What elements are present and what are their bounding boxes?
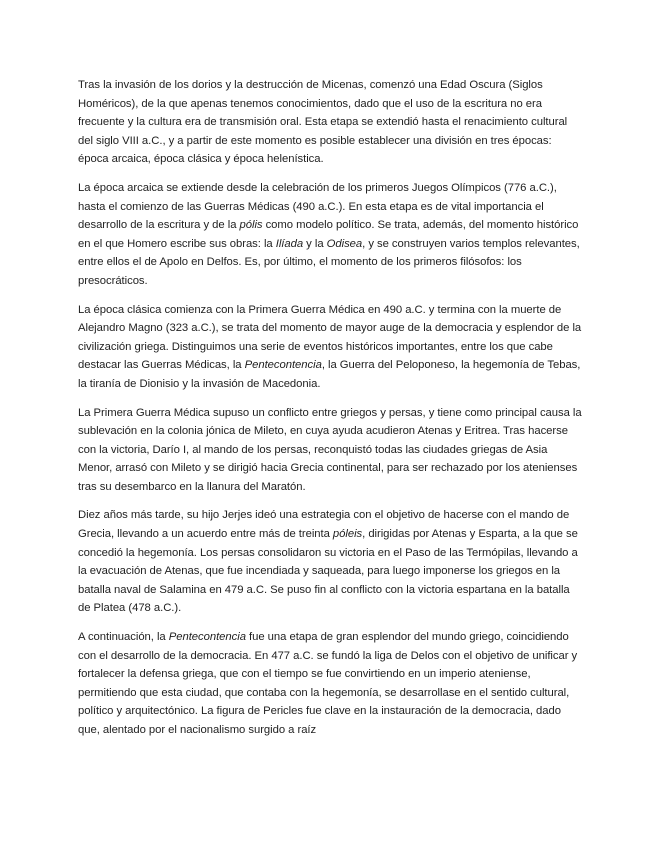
text-run: Tras la invasión de los dorios y la destrucción de Micenas, comenzó una Edad Oscura (Siglos Homéricos), de la que apenas tenemos conocimientos, dado que el uso de la escritura no era frecuente y la cultura era de transmisión oral. Esta etapa se extendió hasta el renacimiento cultural del siglo VIII a.C., y a partir de este momento es posible establecer una división en tres épocas: época arcaica, época clásica y época helenística. xyxy=(78,79,568,166)
paragraph-primera-guerra-medica xyxy=(78,404,583,497)
paragraph-edad-oscura xyxy=(78,76,583,169)
paragraph-epoca-clasica xyxy=(78,301,583,394)
text-run: Diez años más tarde, su hijo Jerjes ideó una estrategia con el objetivo de hacerse con el mando de Grecia, llevando a un acuerdo entre más de treinta xyxy=(78,509,570,541)
text-run: y la xyxy=(303,237,327,250)
text-run: A continuación, la xyxy=(78,631,169,644)
italic-term: Pentecontencia xyxy=(168,631,246,644)
italic-term: Ilíada xyxy=(275,237,304,250)
paragraph-segunda-guerra-medica xyxy=(78,506,583,618)
document-page xyxy=(78,76,583,750)
text-run: , y se construyen varios templos relevantes, entre ellos el de Apolo en Delfos. Es, por último, el momento de los primeros filósofos: los presocráticos. xyxy=(78,237,580,287)
italic-term: pólis xyxy=(239,219,263,232)
text-run: fue una etapa de gran esplendor del mundo griego, coincidiendo con el desarrollo de la democracia. En 477 a.C. se fundó la liga de Delos con el objetivo de unificar y fortalecer la defensa griega, que con el tiempo se fue convirtiendo en un imperio ateniense, permitiendo que esta ciudad, que contaba con la hegemonía, se desarrollase en el sentido cultural, político y arquitectónico. La figura de Pericles fue clave en la instauración de la democracia, dado que, alentado por el nacionalismo surgido a raíz xyxy=(78,631,578,736)
italic-term: Odisea xyxy=(326,237,363,250)
text-run: , dirigidas por Atenas y Esparta, a la que se concedió la hegemonía. Los persas consolidaron su victoria en el Paso de las Termópilas, llevando a la evacuación de Atenas, que fue incendiada y saqueada, para luego imponerse los griegos en la batalla naval de Salamina en 479 a.C. Se puso fin al conflicto con la victoria espartana en la batalla de Platea (478 a.C.). xyxy=(78,528,578,615)
text-run: La época arcaica se extiende desde la celebración de los primeros Juegos Olímpicos (776 a.C.), hasta el comienzo de las Guerras Médicas (490 a.C.). En esta etapa es de vital importancia el desarrollo de la escritura y de la xyxy=(78,181,557,232)
italic-term: póleis xyxy=(332,528,363,541)
text-run: La Primera Guerra Médica supuso un conflicto entre griegos y persas, y tiene como principal causa la sublevación en la colonia jónica de Mileto, en cuya ayuda acudieron Atenas y Eritrea. Tras hacerse con la victoria, Darío I, al mando de los persas, reconquistó todas las ciudades griegas de Asia Menor, arrasó con Mileto y se dirigió hacia Grecia continental, para ser rechazado por los atenienses tras su desembarco en la llanura del Maratón. xyxy=(78,406,582,493)
paragraph-pentecontencia xyxy=(78,628,583,740)
text-run: La época clásica comienza con la Primera Guerra Médica en 490 a.C. y termina con la muerte de Alejandro Magno (323 a.C.), se trata del momento de mayor auge de la democracia y esplendor de la civilización griega. Distinguimos una serie de eventos históricos importantes, entre los que cabe destacar las Guerras Médicas, la xyxy=(78,303,582,372)
text-run: , la Guerra del Peloponeso, la hegemonía de Tebas, la tiranía de Dionisio y la invasión de Macedonia. xyxy=(78,359,581,390)
italic-term: Pentecontencia xyxy=(244,359,322,372)
text-run: como modelo político. Se trata, además, del momento histórico en el que Homero escribe sus obras: la xyxy=(78,219,579,250)
paragraph-epoca-arcaica xyxy=(78,179,583,291)
